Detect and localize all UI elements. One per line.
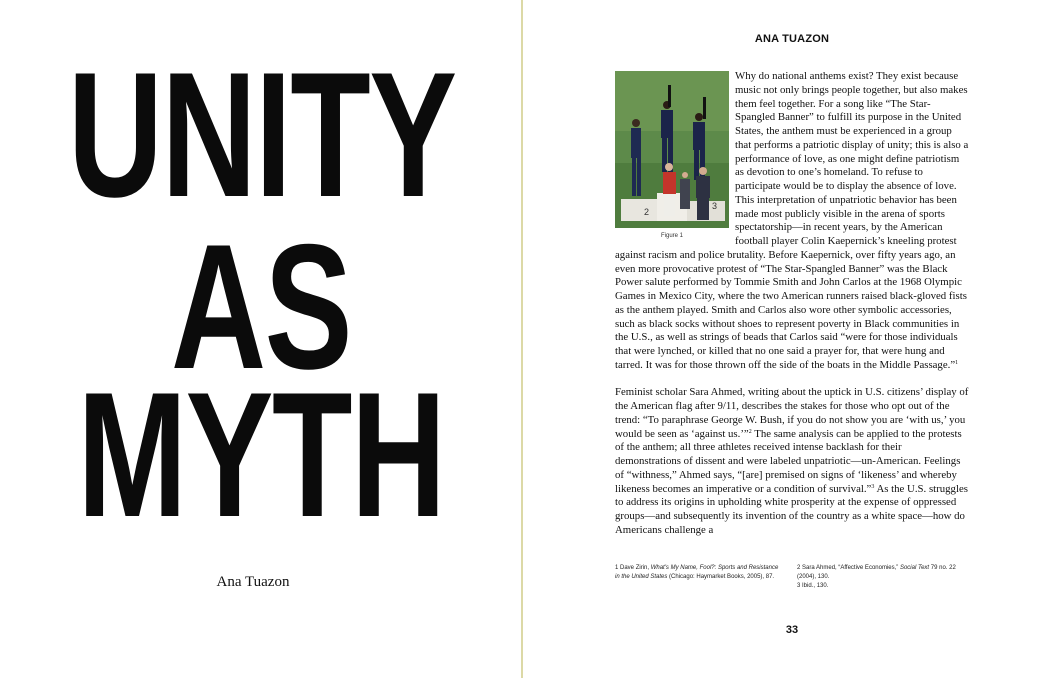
title-line-2: AS (170, 207, 352, 406)
author-name: Ana Tuazon (216, 574, 290, 590)
footnote-2: 2 Sara Ahmed, “Affective Economies,” Social Text 79 no. 22 (2004), 130. (797, 565, 956, 580)
page-number: 33 (785, 624, 799, 636)
right-page (523, 0, 1044, 678)
title-line-3: MYTH (77, 355, 445, 554)
footnote-ref-2[interactable]: 2 (748, 428, 752, 435)
body-text (615, 70, 970, 538)
svg-text:2: 2 (644, 207, 650, 217)
svg-text:3: 3 (712, 201, 718, 211)
olympic-podium-photo (615, 71, 729, 228)
footnote-ref-1[interactable]: 1 (955, 359, 959, 366)
paragraph-2: Feminist scholar Sara Ahmed, writing about the uptick in U.S. citizens’ display of the American flag after 9/11, describes the stakes for those who opt out of the trend: “To paraphrase George W. Bush, if you do not show you are ‘with us,’ you would be seen as ‘against us.’”$^2$ The same analysis can be applied to the protests of the anthem; all three athletes received intense backlash for their demonstrations of dissent and were labeled unpatriotic—un-American. Feelings of “withness,” Ahmed says, “[are] premised on signs of ‘likeness’ and whereby likeness becomes an imperative or a condition of survival.”$^3$ As the U.S. struggles to address its origins in upholding white prosperity at the expense of oppressed groups—and subsequently its invention of the country as a white space—how do Americans challenge a (615, 386, 969, 536)
footnote-ref-3[interactable]: 3 (871, 483, 875, 490)
figure-1 (615, 71, 729, 242)
footnote-column-1 (615, 564, 781, 582)
figure-caption: Figure 1 (660, 233, 683, 239)
paragraph-1: 2 3 Figure 1 Why do national anthems exist? They exist because music not only brings people together, but also makes them feel together. For a song like “The Star-Spangled Banner” to fulfill its purpose in the United States, the anthem must be experienced in a group that performs a patriotic display of unity; this is also a performance of love, as one might define patriotism as devotion to one’s homeland. To refuse to participate would be to display the absence of love. This interpretation of unpatriotic behavior has been made most publicly visible in the arena of sports spectatorship—in recent years, by the American football player Colin Kaepernick’s kneeling protest against racism and police brutality. Before Kaepernick, over fifty years ago, an even more provocative protest of “The Star-Spangled Banner” was the Black Power salute performed by Tommie Smith and John Carlos at the 1968 Olympic Games in Mexico City, where the two American runners raised black-gloved fists as the anthem played. Smith and Carlos also wore other symbolic accessories, such as black socks without shoes to represent poverty in Black communities in the U.S., as well as strings of beads that Carlos said “were for those individuals that were lynched, or killed that no one said a prayer for, that were hung and tarred. It was for those thrown off the side of the boats in the Middle Passage.”$^1$ (615, 70, 969, 371)
running-head: ANA TUAZON (754, 33, 830, 45)
footnote-1: 1 Dave Zirin, What’s My Name, Fool?: Sports and Resistance in the United States (Chicago: Haymarket Books, 2005), 87. (615, 565, 779, 580)
footnote-column-2 (797, 564, 975, 591)
footnote-3: 3 Ibid., 130. (797, 583, 829, 589)
title-line-1: UNITY (67, 35, 456, 234)
